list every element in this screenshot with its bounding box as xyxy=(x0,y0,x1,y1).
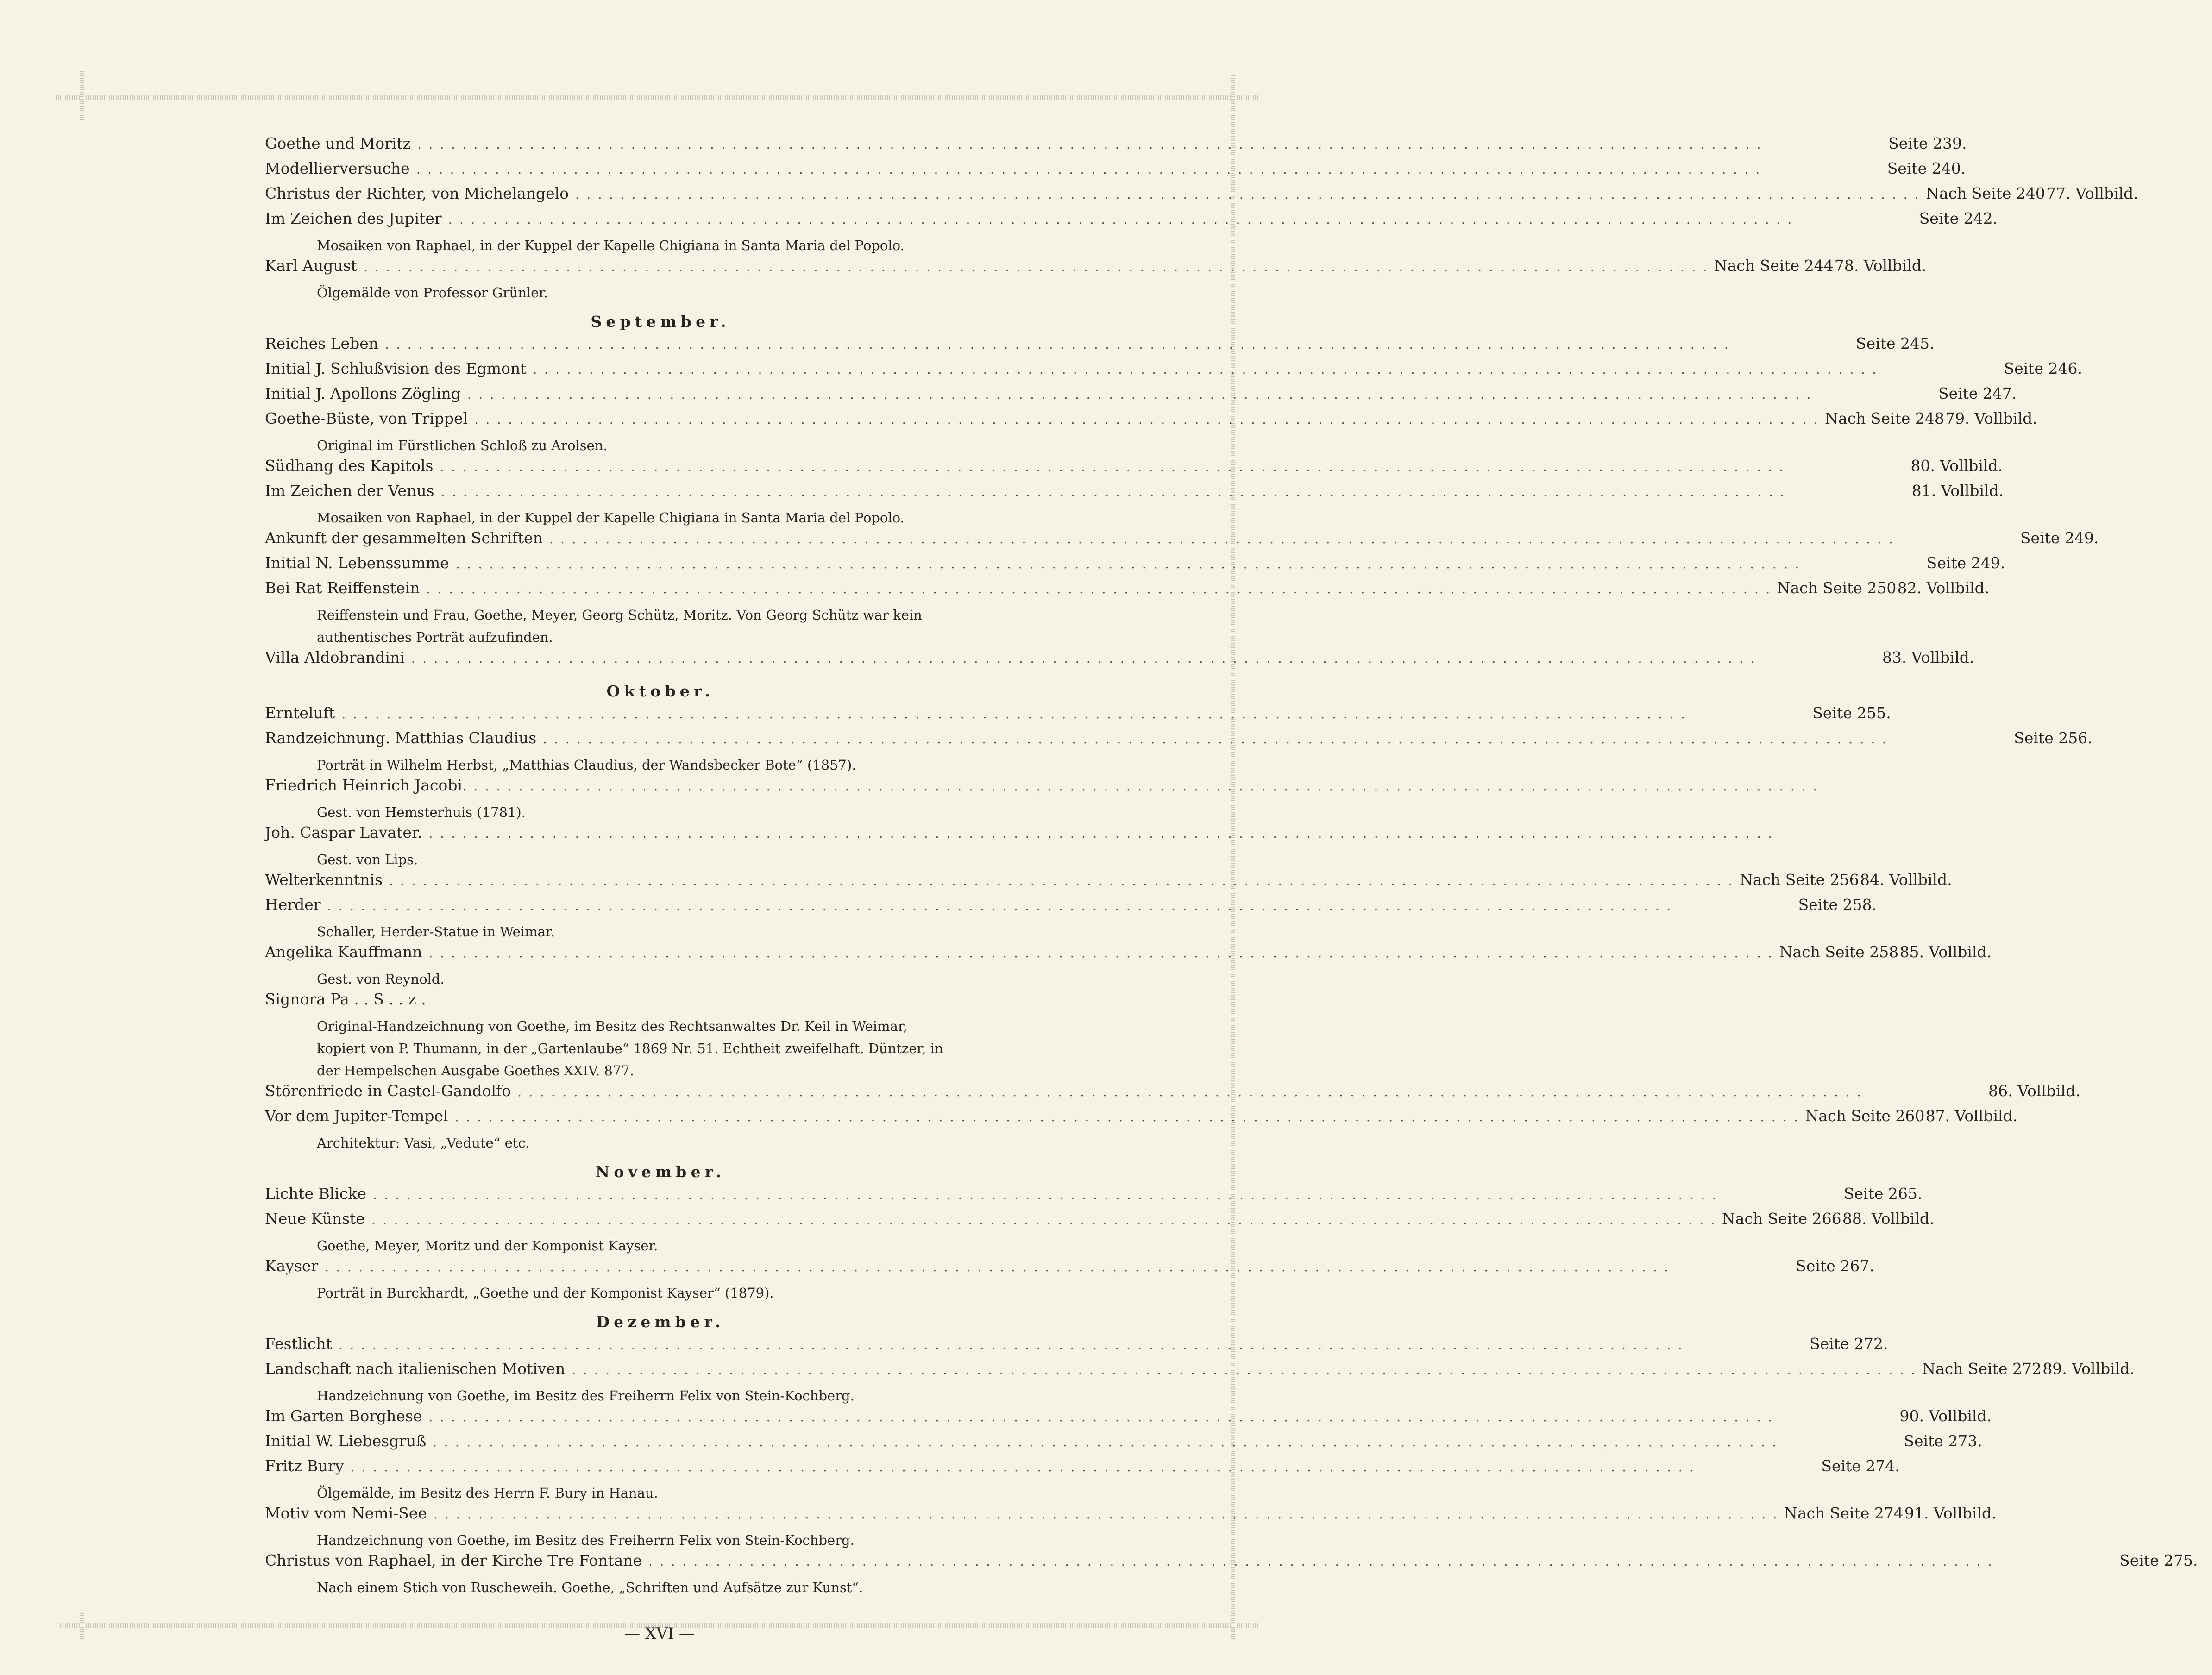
entry-title: Welterkenntnis xyxy=(265,871,383,889)
dot-leader: ........................................................................................................................ xyxy=(433,1434,1784,1449)
page-reference: 82. Vollbild. xyxy=(1897,579,1990,597)
page-reference: 87. Vollbild. xyxy=(1925,1107,2018,1125)
toc-entry xyxy=(265,159,1966,184)
insert-position: Nach Seite 266 xyxy=(1722,1210,1841,1228)
month-heading: September. xyxy=(591,313,730,331)
entry-title: Signora Pa . . S . . z . xyxy=(265,990,426,1008)
dot-leader: ........................................................................................................................ xyxy=(433,1506,1785,1522)
insert-position: Nach Seite 260 xyxy=(1805,1107,1925,1125)
toc-entry xyxy=(265,1185,1923,1210)
entry-title: Initial W. Liebesgruß xyxy=(265,1432,427,1450)
entry-note: Mosaiken von Raphael, in der Kuppel der Kapelle Chigiana in Santa Maria del Popolo. xyxy=(317,510,905,526)
page-reference: 77. Vollbild. xyxy=(2046,184,2138,202)
toc-entry xyxy=(265,457,2003,482)
dot-leader: ........................................................................................................................ xyxy=(549,531,1900,546)
toc-entry xyxy=(265,1210,1935,1235)
entry-title: Modellierversuche xyxy=(265,159,410,177)
month-heading: Dezember. xyxy=(596,1313,725,1331)
entry-title: Initial N. Lebenssumme xyxy=(265,554,449,572)
toc-entry xyxy=(265,1407,1992,1432)
entry-title: Christus der Richter, von Michelangelo xyxy=(265,184,569,202)
entry-title: Im Zeichen der Venus xyxy=(265,482,434,500)
entry-title: Ernteluft xyxy=(265,704,335,722)
dot-leader: ........................................................................................................................ xyxy=(384,337,1736,352)
dot-leader: ........................................................................................................................ xyxy=(473,778,1824,794)
entry-title: Goethe und Moritz xyxy=(265,134,411,152)
entry-title: Villa Aldobrandini xyxy=(265,648,405,666)
entry-title: Neue Künste xyxy=(265,1210,365,1228)
dot-leader: ........................................................................................................................ xyxy=(371,1212,1722,1227)
right-border-rule xyxy=(1231,74,1235,1639)
insert-position: Nach Seite 244 xyxy=(1714,257,1834,275)
entry-title: Motiv vom Nemi-See xyxy=(265,1504,427,1522)
insert-position: Nach Seite 274 xyxy=(1784,1504,1904,1522)
entry-note: Original im Fürstlichen Schloß zu Arolsen. xyxy=(317,438,608,453)
dot-leader: ........................................................................................................................ xyxy=(389,873,1740,888)
toc-entry xyxy=(265,990,1056,1015)
dot-leader: ........................................................................................................................ xyxy=(411,651,1762,666)
entry-title: Südhang des Kapitols xyxy=(265,457,434,475)
month-heading: November. xyxy=(595,1163,726,1181)
entry-title: Randzeichnung. Matthias Claudius xyxy=(265,729,537,747)
page-reference: Seite 273. xyxy=(1904,1432,1982,1450)
month-heading: Oktober. xyxy=(606,682,715,700)
toc-entry xyxy=(265,529,2099,554)
page-reference: 80. Vollbild. xyxy=(1910,457,2003,475)
dot-leader: ........................................................................................................................ xyxy=(440,484,1791,499)
toc-entry xyxy=(265,704,1891,729)
page-reference: 79. Vollbild. xyxy=(1945,409,2037,427)
entry-note: Porträt in Burckhardt, „Goethe und der Komponist Kayser“ (1879). xyxy=(317,1285,774,1301)
toc-entry xyxy=(265,554,2005,579)
dot-leader: ........................................................................................................................ xyxy=(648,1554,1999,1569)
dot-leader: ........................................................................................................................ xyxy=(363,259,1714,274)
dot-leader: ........................................................................................................................ xyxy=(341,706,1692,721)
dot-leader: ........................................................................................................................ xyxy=(440,459,1791,474)
page-reference: 85. Vollbild. xyxy=(1899,943,1992,961)
page-reference: Seite 272. xyxy=(1809,1335,1888,1353)
page-reference: 88. Vollbild. xyxy=(1842,1210,1935,1228)
dot-leader: ........................................................................................................................ xyxy=(338,1337,1689,1352)
insert-position: Nach Seite 256 xyxy=(1739,871,1859,889)
entry-title: Initial J. Apollons Zögling xyxy=(265,384,461,402)
entry-title: Angelika Kauffmann xyxy=(265,943,422,961)
entry-title: Initial J. Schlußvision des Egmont xyxy=(265,359,527,377)
entry-note: Ölgemälde von Professor Grünler. xyxy=(317,285,548,301)
entry-note: Schaller, Herder-Statue in Weimar. xyxy=(317,924,555,940)
insert-position: Nach Seite 258 xyxy=(1779,943,1899,961)
entry-note: Original-Handzeichnung von Goethe, im Besitz des Rechtsanwaltes Dr. Keil in Weimar, kopiert von P. Thumann, in der „Gartenlaube“ 1869 Nr. 51. Echtheit zweifelhaft. Düntzer, in der Hempelschen Ausgabe Goethes XXIV. 877. xyxy=(317,1018,943,1079)
page-reference: Seite 249. xyxy=(1926,554,2005,572)
toc-entry xyxy=(265,482,2004,507)
toc-entry xyxy=(265,1551,2198,1576)
toc-entry xyxy=(265,579,1990,604)
toc-entry xyxy=(265,943,1992,968)
toc-entry xyxy=(265,823,1779,848)
page-reference: 83. Vollbild. xyxy=(1882,648,1974,666)
dot-leader: ........................................................................................................................ xyxy=(455,556,1806,571)
toc-entry xyxy=(265,184,2138,209)
entry-title: Im Garten Borghese xyxy=(265,1407,422,1425)
toc-entry xyxy=(265,257,1927,282)
page-reference: Seite 242. xyxy=(1919,209,1998,227)
left-border-rule-top xyxy=(80,69,84,120)
dot-leader: ........................................................................................................................ xyxy=(426,581,1777,596)
page-reference: Seite 246. xyxy=(2004,359,2082,377)
toc-entry xyxy=(265,896,1877,921)
page-reference: 78. Vollbild. xyxy=(1834,257,1927,275)
page-number: — XVI — xyxy=(624,1625,695,1643)
toc-entry xyxy=(265,1257,1874,1282)
page-reference: Seite 239. xyxy=(1888,134,1967,152)
entry-title: Joh. Caspar Lavater. xyxy=(265,823,422,841)
dot-leader: ........................................................................................................................ xyxy=(428,945,1779,960)
page-reference: Seite 265. xyxy=(1843,1185,1923,1203)
toc-entry xyxy=(265,1432,1982,1457)
entry-note: Architektur: Vasi, „Vedute“ etc. xyxy=(317,1135,530,1151)
entry-note: Ölgemälde, im Besitz des Herrn F. Bury in Hanau. xyxy=(317,1485,658,1501)
dot-leader: ........................................................................................................................ xyxy=(474,412,1825,427)
entry-title: Lichte Blicke xyxy=(265,1185,366,1203)
dot-leader: ........................................................................................................................ xyxy=(417,137,1768,152)
entry-title: Karl August xyxy=(265,257,357,275)
page-reference: Seite 275. xyxy=(2119,1551,2198,1569)
page-reference: Seite 256. xyxy=(2014,729,2093,747)
dot-leader: ........................................................................................................................ xyxy=(543,731,1894,747)
page-reference: Seite 258. xyxy=(1798,896,1877,914)
toc-entry xyxy=(265,1082,2080,1107)
top-border-rule xyxy=(56,95,1260,100)
entry-note: Gest. von Hemsterhuis (1781). xyxy=(317,804,526,820)
dot-leader: ........................................................................................................................ xyxy=(372,1187,1723,1202)
toc-entry xyxy=(265,334,1935,359)
entry-title: Vor dem Jupiter-Tempel xyxy=(265,1107,448,1125)
toc-entry xyxy=(265,776,1824,801)
toc-entry xyxy=(265,729,2093,754)
insert-position: Nach Seite 250 xyxy=(1777,579,1897,597)
toc-entry xyxy=(265,134,1967,159)
entry-title: Bei Rat Reiffenstein xyxy=(265,579,420,597)
entry-title: Kayser xyxy=(265,1257,319,1275)
entry-title: Landschaft nach italienischen Motiven xyxy=(265,1360,566,1378)
page-reference: 86. Vollbild. xyxy=(1988,1082,2080,1100)
entry-title: Ankunft der gesammelten Schriften xyxy=(265,529,543,547)
dot-leader: ........................................................................................................................ xyxy=(325,1259,1676,1274)
toc-entry xyxy=(265,648,1974,673)
toc-entry xyxy=(265,209,1998,234)
dot-leader: ........................................................................................................................ xyxy=(572,1362,1923,1377)
entry-note: Nach einem Stich von Ruscheweih. Goethe, „Schriften und Aufsätze zur Kunst“. xyxy=(317,1580,863,1595)
entry-note: Mosaiken von Raphael, in der Kuppel der Kapelle Chigiana in Santa Maria del Popolo. xyxy=(317,238,905,253)
page-reference: Seite 255. xyxy=(1812,704,1891,722)
dot-leader: ........................................................................................................................ xyxy=(454,1109,1805,1124)
page-reference: Seite 267. xyxy=(1796,1257,1874,1275)
entry-title: Herder xyxy=(265,896,321,914)
dot-leader: ........................................................................................................................ xyxy=(350,1459,1701,1474)
page-reference: 89. Vollbild. xyxy=(2042,1360,2135,1378)
entry-title: Im Zeichen des Jupiter xyxy=(265,209,442,227)
toc-entry xyxy=(265,1107,2018,1132)
page-reference: 81. Vollbild. xyxy=(1911,482,2004,500)
table-of-contents xyxy=(265,134,2198,1599)
toc-entry xyxy=(265,1360,2135,1385)
entry-title: Störenfriede in Castel-Gandolfo xyxy=(265,1082,511,1100)
entry-note: Gest. von Lips. xyxy=(317,852,418,867)
toc-entry xyxy=(265,359,2082,384)
dot-leader: ........................................................................................................................ xyxy=(575,187,1926,202)
page-reference: Seite 274. xyxy=(1821,1457,1900,1475)
entry-title: Festlicht xyxy=(265,1335,332,1353)
page-reference: 84. Vollbild. xyxy=(1860,871,1952,889)
toc-entry xyxy=(265,1504,1997,1529)
dot-leader: ........................................................................................................................ xyxy=(416,162,1767,177)
toc-entry xyxy=(265,871,1952,896)
entry-title: Fritz Bury xyxy=(265,1457,344,1475)
entry-note: Goethe, Meyer, Moritz und der Komponist Kayser. xyxy=(317,1238,658,1254)
entry-note: Gest. von Reynold. xyxy=(317,971,445,987)
dot-leader: ........................................................................................................................ xyxy=(533,362,1884,377)
toc-entry xyxy=(265,1335,1888,1360)
entry-title: Goethe-Büste, von Trippel xyxy=(265,409,468,427)
page-reference: 90. Vollbild. xyxy=(1899,1407,1992,1425)
toc-entry xyxy=(265,409,2037,434)
entry-title: Friedrich Heinrich Jacobi. xyxy=(265,776,467,794)
dot-leader: ........................................................................................................................ xyxy=(428,826,1779,841)
insert-position: Nach Seite 248 xyxy=(1825,409,1944,427)
entry-note: Handzeichnung von Goethe, im Besitz des Freiherrn Felix von Stein-Kochberg. xyxy=(317,1532,855,1548)
dot-leader: ........................................................................................................................ xyxy=(428,1409,1779,1424)
entry-note: Porträt in Wilhelm Herbst, „Matthias Claudius, der Wandsbecker Bote“ (1857). xyxy=(317,757,856,773)
insert-position: Nach Seite 240 xyxy=(1926,184,2045,202)
toc-entry xyxy=(265,1457,1900,1482)
dot-leader: ........................................................................................................................ xyxy=(327,898,1678,913)
page-reference: Seite 247. xyxy=(1938,384,2017,402)
toc-entry xyxy=(265,384,2017,409)
page-reference: 91. Vollbild. xyxy=(1904,1504,1997,1522)
entry-title: Christus von Raphael, in der Kirche Tre Fontane xyxy=(265,1551,642,1569)
dot-leader: ........................................................................................................................ xyxy=(467,387,1818,402)
entry-note: Handzeichnung von Goethe, im Besitz des Freiherrn Felix von Stein-Kochberg. xyxy=(317,1388,855,1404)
page-reference: Seite 240. xyxy=(1887,159,1966,177)
dot-leader: ........................................................................................................................ xyxy=(448,212,1799,227)
dot-leader: ........................................................................................................................ xyxy=(517,1084,1868,1099)
insert-position: Nach Seite 272 xyxy=(1922,1360,2042,1378)
page-reference: Seite 245. xyxy=(1856,334,1935,352)
entry-title: Reiches Leben xyxy=(265,334,378,352)
page-reference: Seite 249. xyxy=(2020,529,2099,547)
entry-note: Reiffenstein und Frau, Goethe, Meyer, Georg Schütz, Moritz. Von Georg Schütz war kein authentisches Porträt aufzufinden. xyxy=(317,607,922,645)
